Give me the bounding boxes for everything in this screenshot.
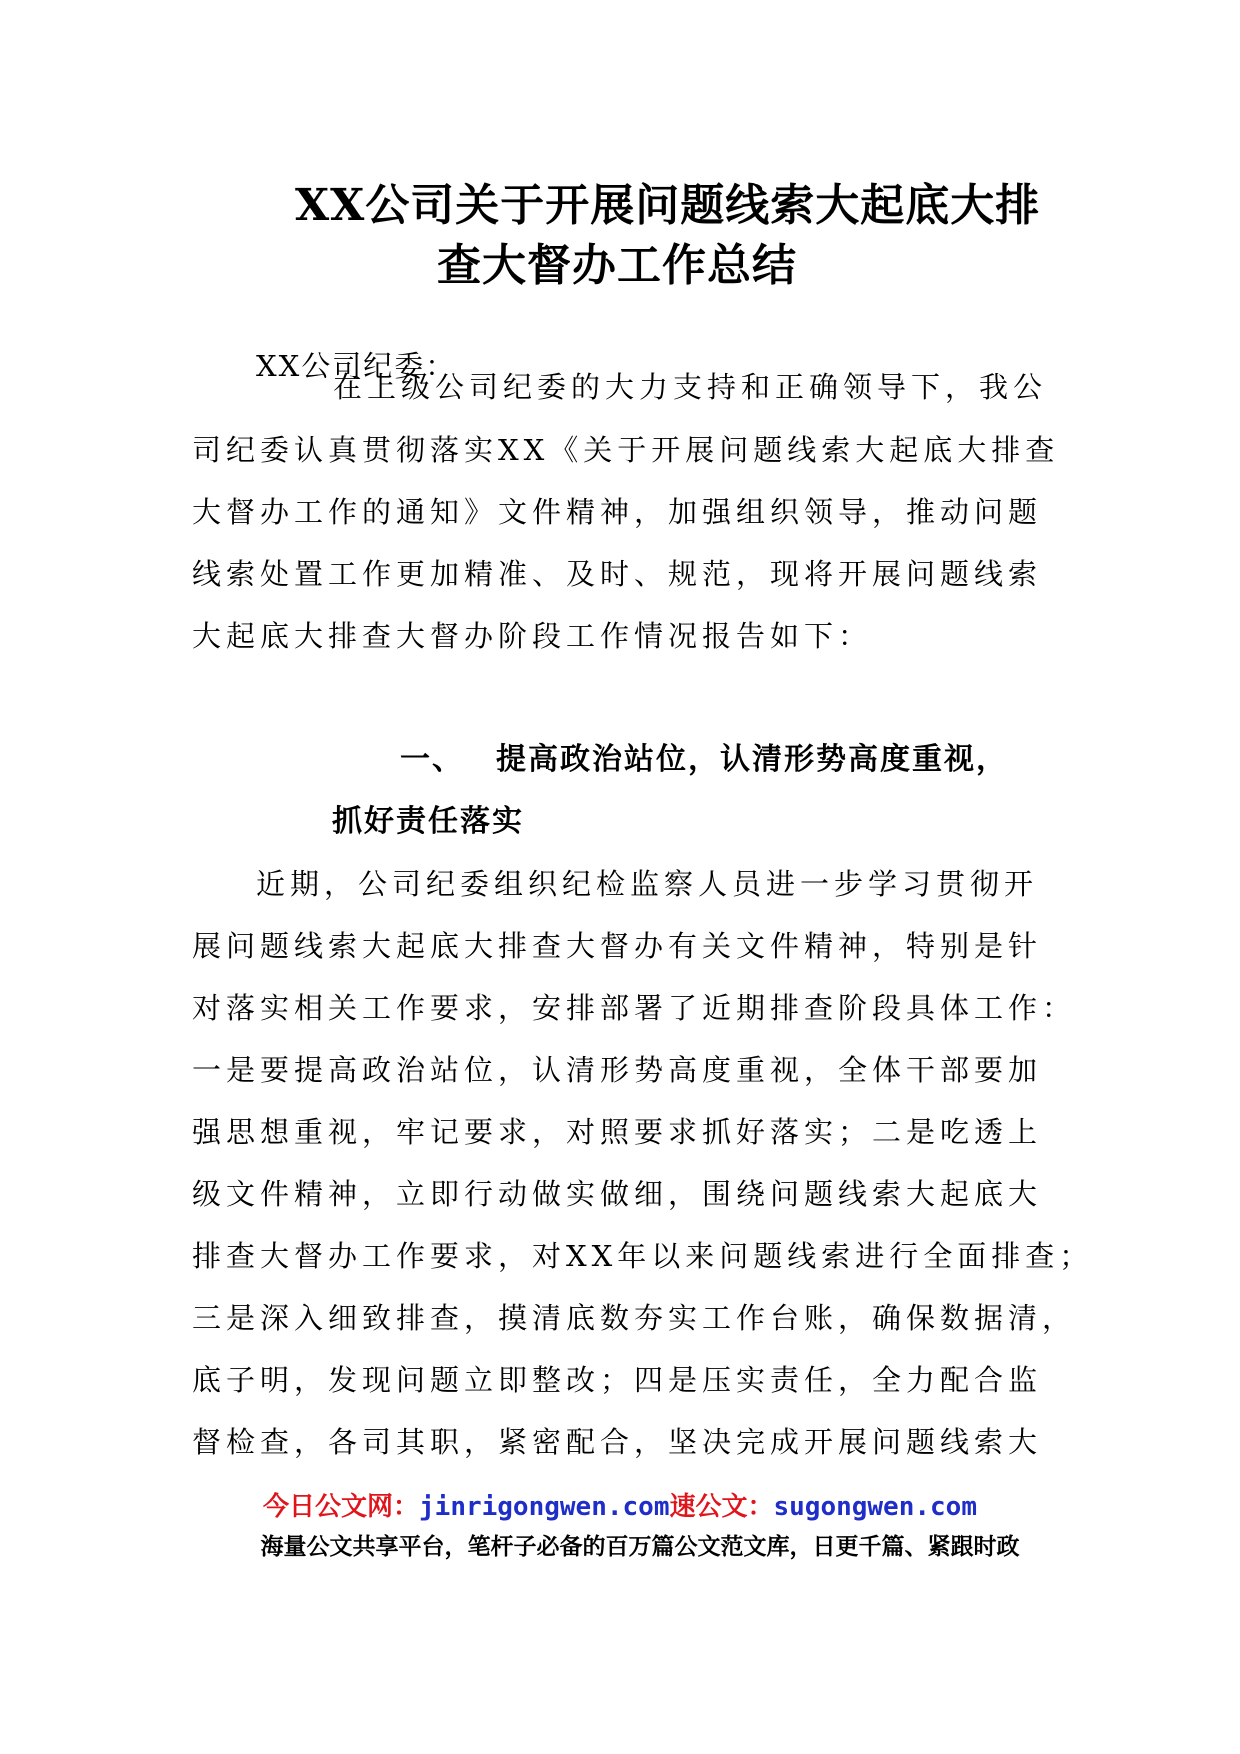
site1-label: 今日公文网：: [263, 1492, 420, 1522]
document-title-line-2: 查大督办工作总结: [437, 240, 797, 291]
intro-paragraph-line: 司纪委认真贯彻落实XX《关于开展问题线索大起底大排查: [192, 433, 1060, 467]
footer-sites: [0, 1490, 1240, 1524]
intro-paragraph-line: 在上级公司纪委的大力支持和正确领导下，我公: [333, 370, 1048, 404]
document-title-line-1: XX公司关于开展问题线索大起底大排: [295, 180, 1041, 231]
intro-paragraph-line: 大督办工作的通知》文件精神，加强组织领导，推动问题: [192, 495, 1043, 529]
section-heading-line-1: 提高政治站位，认清形势高度重视，: [496, 742, 1008, 777]
section-heading-line-2: 抓好责任落实: [332, 804, 524, 839]
section-paragraph-line: 对落实相关工作要求，安排部署了近期排查阶段具体工作：: [192, 991, 1077, 1025]
section-paragraph-line: 近期，公司纪委组织纪检监察人员进一步学习贯彻开: [256, 867, 1039, 901]
site1-link[interactable]: jinrigongwen.com: [419, 1492, 670, 1522]
intro-paragraph-line: 线索处置工作更加精准、及时、规范，现将开展问题线索: [192, 557, 1043, 591]
intro-paragraph-line: 大起底大排查大督办阶段工作情况报告如下：: [192, 619, 873, 653]
section-paragraph-line: 强思想重视，牢记要求，对照要求抓好落实；二是吃透上: [192, 1115, 1043, 1149]
section-paragraph-line: 排查大督办工作要求，对XX年以来问题线索进行全面排查；: [192, 1239, 1094, 1273]
site2-link[interactable]: sugongwen.com: [773, 1492, 977, 1522]
section-paragraph-line: 督检查，各司其职，紧密配合，坚决完成开展问题线索大: [192, 1425, 1043, 1459]
section-number: 一、: [400, 742, 464, 777]
salutation: XX公司纪委：: [256, 349, 457, 383]
section-paragraph-line: 级文件精神，立即行动做实做细，围绕问题线索大起底大: [192, 1177, 1043, 1211]
section-paragraph-line: 底子明，发现问题立即整改；四是压实责任，全力配合监: [192, 1363, 1043, 1397]
site2-label: 速公文：: [669, 1492, 774, 1522]
section-paragraph-line: 展问题线索大起底大排查大督办有关文件精神，特别是针: [192, 929, 1043, 963]
section-paragraph-line: 三是深入细致排查，摸清底数夯实工作台账，确保数据清，: [192, 1301, 1077, 1335]
section-paragraph-line: 一是要提高政治站位，认清形势高度重视，全体干部要加: [192, 1053, 1043, 1087]
footer-tagline: 海量公文共享平台，笔杆子必备的百万篇公文范文库，日更千篇、紧跟时政: [260, 1534, 1020, 1560]
